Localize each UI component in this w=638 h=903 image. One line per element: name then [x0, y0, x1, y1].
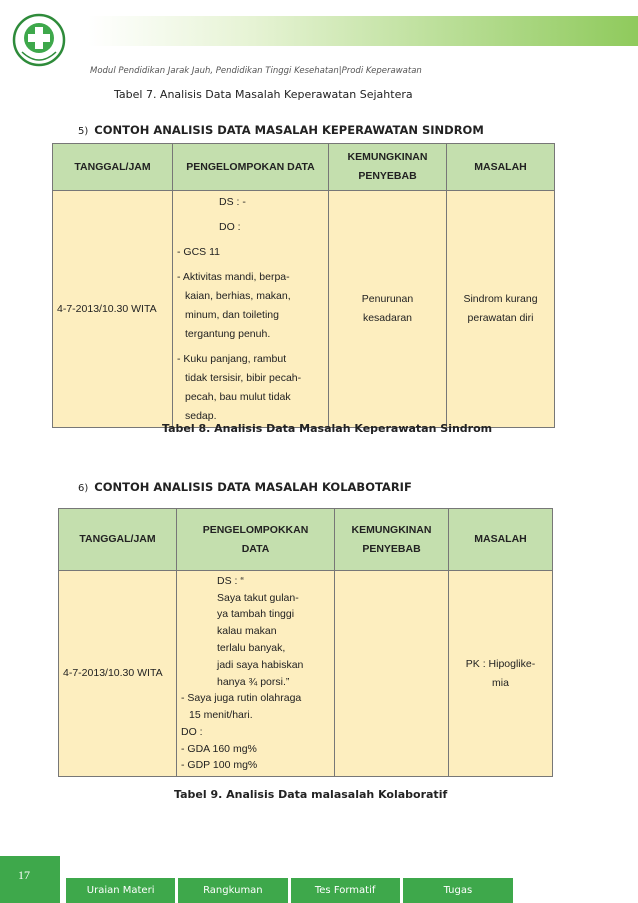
tab-rangkuman[interactable]: Rangkuman [178, 878, 287, 903]
col-header-cause-line1: KEMUNGKINAN [351, 523, 432, 536]
data-line: kaian, berhias, makan, [185, 289, 291, 302]
col-header-date: TANGGAL/JAM [53, 144, 173, 191]
cause-line: kesadaran [362, 312, 413, 324]
table7-caption: Tabel 7. Analisis Data Masalah Keperawatan Sejahtera [114, 88, 413, 101]
data-line: 15 menit/hari. [189, 709, 253, 722]
section6-heading [78, 480, 412, 494]
tab-uraian-materi[interactable]: Uraian Materi [66, 878, 175, 903]
col-header-cause-line2: PENYEBAB [358, 170, 417, 182]
tab-tes-formatif[interactable]: Tes Formatif [291, 878, 400, 903]
col-header-cause-line2: PENYEBAB [362, 542, 421, 555]
table9-caption: Tabel 9. Analisis Data malasalah Kolaboratif [174, 788, 448, 801]
problem-line: PK : Hipoglike- [465, 657, 536, 670]
data-line: terlalu banyak, [217, 641, 286, 654]
bakti-husada-logo [12, 12, 66, 70]
table9 [58, 508, 553, 777]
page-number-box [0, 856, 60, 903]
col-header-cause-line1: KEMUNGKINAN [347, 151, 428, 163]
data-line: jadi saya habiskan [217, 658, 304, 671]
data-line: ya tambah tinggi [217, 608, 295, 621]
data-line: pecah, bau mulut tidak [185, 390, 291, 403]
section6-number: 6) [78, 483, 89, 494]
problem-line: Sindrom kurang [463, 293, 538, 305]
data-line: hanya ¾ porsi.” [217, 675, 290, 688]
col-header-problem: MASALAH [447, 144, 555, 191]
section5-title: CONTOH ANALISIS DATA MASALAH KEPERAWATAN SINDROM [94, 123, 484, 137]
problem-cell [447, 191, 555, 428]
data-grouping-cell [173, 191, 329, 428]
header-gradient-bar [88, 16, 638, 46]
cause-line: Penurunan [361, 293, 414, 305]
col-header-problem: MASALAH [449, 509, 553, 571]
data-line: DS : - [219, 195, 246, 208]
data-line: tergantung penuh. [185, 327, 271, 340]
problem-cell [449, 571, 553, 777]
data-line: - GDA 160 mg% [181, 742, 257, 755]
section6-title: CONTOH ANALISIS DATA MASALAH KOLABOTARIF [94, 480, 412, 494]
date-cell: 4-7-2013/10.30 WITA [59, 571, 177, 777]
data-line: kalau makan [217, 625, 277, 638]
problem-line: mia [492, 676, 509, 689]
col-header-cause [329, 144, 447, 191]
data-line: sedap. [185, 409, 217, 422]
col-header-cause [335, 509, 449, 571]
col-header-grouping: PENGELOMPOKAN DATA [173, 144, 329, 191]
data-line: - Aktivitas mandi, berpa- [177, 270, 290, 283]
col-header-grouping-line1: PENGELOMPOKKAN [202, 523, 309, 536]
section5-number: 5) [78, 126, 89, 137]
cause-cell [329, 191, 447, 428]
date-cell: 4-7-2013/10.30 WITA [53, 191, 173, 428]
data-line: - Saya juga rutin olahraga [181, 692, 302, 705]
tab-tugas[interactable]: Tugas [403, 878, 513, 903]
data-line: Saya takut gulan- [217, 591, 299, 604]
section5-heading [78, 123, 484, 137]
table8-caption: Tabel 8. Analisis Data Masalah Keperawatan Sindrom [162, 422, 493, 435]
data-line: minum, dan toileting [185, 308, 279, 321]
data-line: - GCS 11 [177, 245, 220, 258]
data-line: DO : [219, 220, 241, 233]
cause-cell [335, 571, 449, 777]
table8 [52, 143, 555, 428]
data-line: DO : [181, 725, 203, 738]
data-line: - GDP 100 mg% [181, 759, 258, 772]
col-header-grouping [177, 509, 335, 571]
module-subtitle: Modul Pendidikan Jarak Jauh, Pendidikan Tinggi Kesehatan|Prodi Keperawatan [90, 66, 422, 76]
col-header-grouping-line2: DATA [241, 542, 270, 555]
page-number: 17 [18, 868, 30, 882]
data-line: DS : “ [217, 574, 244, 587]
data-line: tidak tersisir, bibir pecah- [185, 371, 302, 384]
problem-line: perawatan diri [467, 312, 534, 324]
col-header-date: TANGGAL/JAM [59, 509, 177, 571]
footer-nav [66, 878, 516, 903]
data-grouping-cell [177, 571, 335, 777]
data-line: - Kuku panjang, rambut [177, 352, 287, 365]
